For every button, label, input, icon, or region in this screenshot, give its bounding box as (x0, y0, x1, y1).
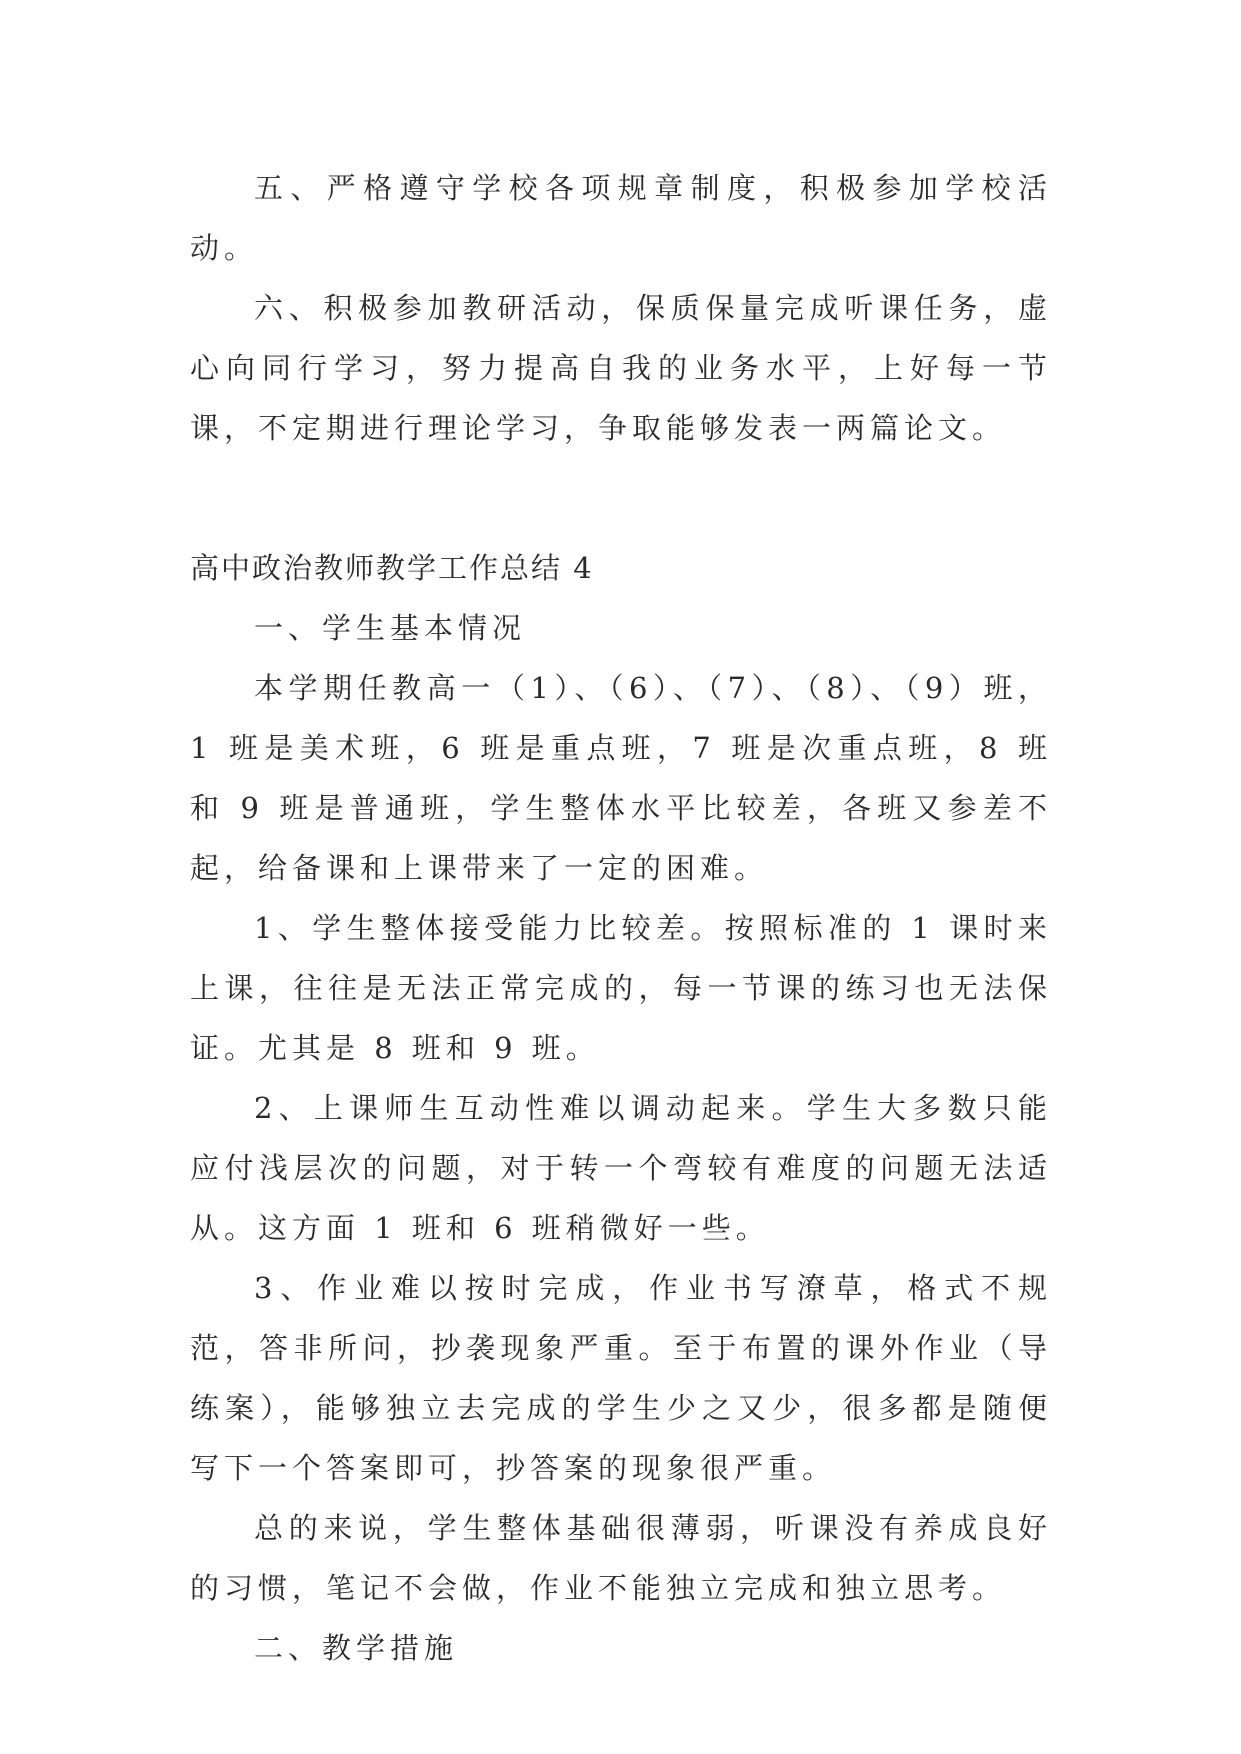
document-body (190, 158, 1052, 1678)
paragraph-rule-five: 五、严格遵守学校各项规章制度，积极参加学校活动。 (190, 171, 1052, 265)
paragraph-rule-six: 六、积极参加教研活动，保质保量完成听课任务，虚心向同行学习，努力提高自我的业务水平，上好每一节课，不定期进行理论学习，争取能够发表一两篇论文。 (190, 291, 1052, 445)
paragraph-class-overview: 本学期任教高一（1）、（6）、（7）、（8）、（9）班，1 班是美术班，6 班是重点班，7 班是次重点班，8 班和 9 班是普通班，学生整体水平比较差，各班又参差不起，给备课和上课带来了一定的困难。 (190, 671, 1052, 885)
section-title: 高中政治教师教学工作总结 4 (190, 551, 594, 585)
paragraph-point-two: 2、上课师生互动性难以调动起来。学生大多数只能应付浅层次的问题，对于转一个弯较有难度的问题无法适从。这方面 1 班和 6 班稍微好一些。 (190, 1091, 1052, 1245)
section-spacer (190, 458, 1052, 538)
paragraph-summary: 总的来说，学生整体基础很薄弱，听课没有养成良好的习惯，笔记不会做，作业不能独立完成和独立思考。 (190, 1511, 1052, 1605)
subheading-teaching-measures: 二、教学措施 (254, 1631, 459, 1665)
subheading-student-situation: 一、学生基本情况 (254, 611, 527, 645)
paragraph-point-three: 3、作业难以按时完成，作业书写潦草，格式不规范，答非所问，抄袭现象严重。至于布置的课外作业（导练案），能够独立去完成的学生少之又少，很多都是随便写下一个答案即可，抄答案的现象很严重。 (190, 1271, 1052, 1485)
paragraph-point-one: 1、学生整体接受能力比较差。按照标准的 1 课时来上课，往往是无法正常完成的，每一节课的练习也无法保证。尤其是 8 班和 9 班。 (190, 911, 1052, 1065)
